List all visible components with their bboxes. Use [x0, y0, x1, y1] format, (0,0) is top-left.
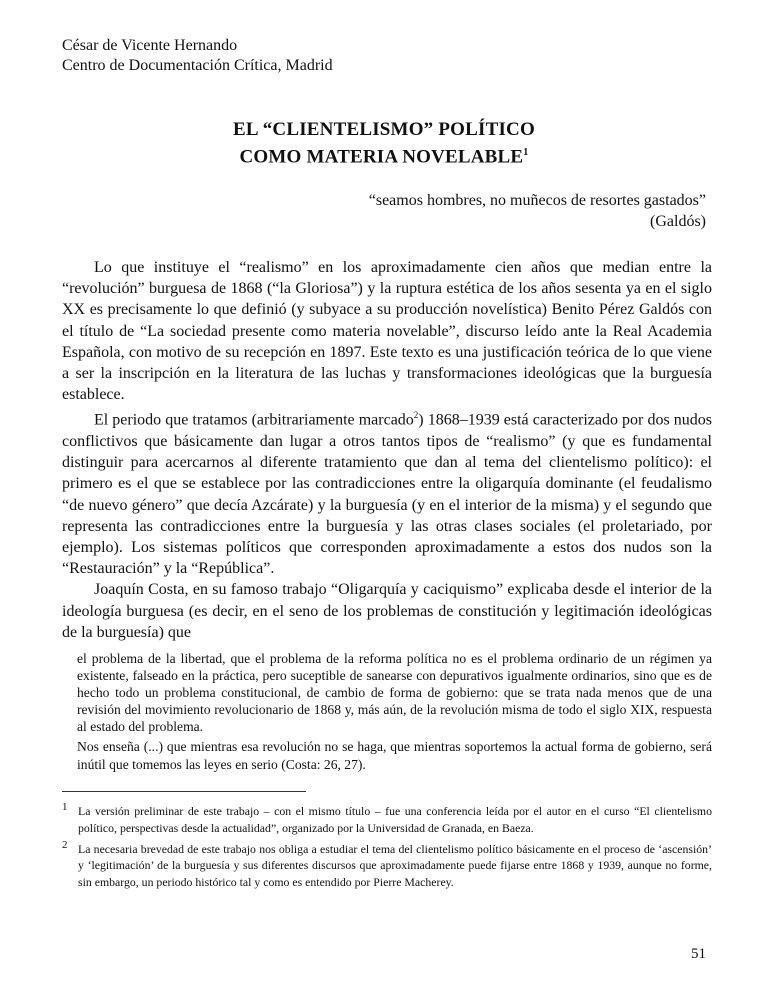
title-line-1: EL “CLIENTELISMO” POLÍTICO	[233, 119, 535, 140]
author-block	[62, 36, 333, 76]
author-affiliation: Centro de Documentación Crítica, Madrid	[62, 57, 333, 74]
footnote-divider	[62, 791, 306, 792]
author-name: César de Vicente Hernando	[62, 37, 238, 54]
quote-paragraph-1: el problema de la libertad, que el problema de la reforma política no es el problema ordinario de un régimen ya existente, falseado en la práctica, pero suceptible de sanearse con depurativos igualmente ordinarios, sino que es de hecho todo un problema constitucional, de cambio de forma de gobierno: que se trata nada menos que de una revisión del movimiento revolucionario de 1868 y, más aún, de la revolución misma de todo el siglo XIX, respuesta al estado del problema.	[77, 651, 712, 735]
title-line-2	[0, 141, 768, 168]
main-text	[62, 257, 712, 643]
paragraph-2-part-a: El periodo que tratamos (arbitrariamente marcado	[94, 411, 414, 429]
epigraph	[369, 190, 706, 232]
footnotes	[62, 803, 712, 895]
block-quote	[77, 650, 712, 773]
page-number: 51	[691, 946, 706, 962]
footnote-text: La versión preliminar de este trabajo – con el mismo título – fue una conferencia leída por el autor en el curso “El clientelismo político, perspectivas desde la actualidad”, organizado por la Universidad de Granada, en Baeza.	[78, 804, 712, 835]
title-footnote-ref[interactable]: 1	[523, 147, 529, 158]
article-title	[0, 118, 768, 168]
title-line-2-text: COMO MATERIA NOVELABLE	[239, 146, 524, 168]
paragraph-2	[62, 405, 712, 579]
footnote-number: 2	[62, 838, 68, 851]
footnote-number: 1	[62, 801, 68, 813]
paragraph-3: Joaquín Costa, en su famoso trabajo “Oligarquía y caciquismo” explicaba desde el interior de la ideología burguesa (es decir, en el seno de los problemas de constitución y legitimación ideológicas de la burguesía) que	[62, 581, 712, 641]
footnote-ref-2[interactable]: 2	[413, 410, 419, 421]
footnote-text: La necesaria brevedad de este trabajo nos obliga a estudiar el tema del clientelismo político básicamente en el proceso de ‘ascensión’ y ‘legitimación’ de la burguesía y sus diferentes discursos que aproximadamente puede fijarse entre 1868 y 1939, aunque no forme, sin embargo, un periodo histórico tal y como es entendido por Pierre Macherey.	[78, 841, 712, 890]
quote-paragraph-2: Nos enseña (...) que mientras esa revolución no se haga, que mientras soportemos la actual forma de gobierno, será inútil que tomemos las leyes en serio (Costa: 26, 27).	[77, 739, 712, 772]
epigraph-text: “seamos hombres, no muñecos de resortes gastados”	[368, 192, 706, 209]
footnote-1	[62, 803, 712, 837]
footnote-2	[62, 838, 712, 891]
epigraph-source: (Galdós)	[650, 213, 706, 230]
paragraph-1: Lo que instituye el “realismo” en los aproximadamente cien años que median entre la “revolución” burguesa de 1868 (“la Gloriosa”) y la ruptura estética de los años sesenta ya en el siglo XX es precisamente lo que definió (y subyace a su producción novelística) Benito Pérez Galdós con el título de “La sociedad presente como materia novelable”, discurso leído ante la Real Academia Española, con motivo de su recepción en 1897. Este texto es una justificación teórica de lo que viene a ser la inscripción en la literatura de las luchas y transformaciones ideológicas que la burguesía establece.	[62, 259, 712, 404]
paragraph-2-part-b: ) 1868–1939 está caracterizado por dos nudos conflictivos que básicamente dan lugar a otros tantos tipos de “realismo” (y que es fundamental distinguir para acercarnos al diferente tratamiento que dan al tema del clientelismo político): el primero es el que se establece por las contradicciones entre la oligarquía dominante (el feudalismo “de nuevo género” que decía Azcárate) y la burguesía (y en el interior de la misma) y el segundo que representa las contradicciones entre la burguesía y las otras clases sociales (el proletariado, por ejemplo). Los sistemas políticos que corresponden aproximadamente a estos dos nudos son la “Restauración” y la “República”.	[62, 411, 712, 578]
